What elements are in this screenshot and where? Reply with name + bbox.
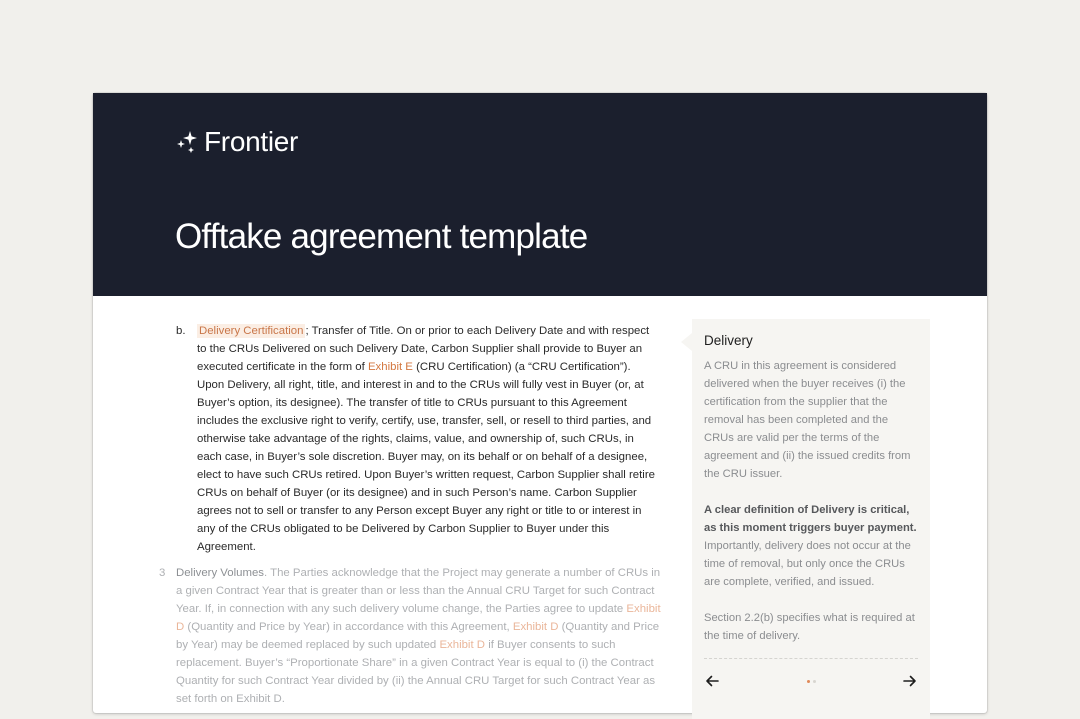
next-annotation-button[interactable] bbox=[902, 673, 918, 689]
brand-logo[interactable] bbox=[176, 126, 298, 158]
sidebar-paragraph bbox=[704, 501, 918, 591]
divider bbox=[704, 658, 918, 659]
annotation-sidebar bbox=[692, 319, 930, 719]
clause-3-text-1: . The Parties acknowledge that the Project may generate a number of CRUs in a given Contract Year that is greater than or less than the Annual CRU Target for such Contract Year. If, in connection with any such delivery volume change, the Parties agree to update bbox=[176, 567, 661, 615]
exhibit-d-link[interactable]: Exhibit D bbox=[512, 621, 559, 633]
page-title: Offtake agreement template bbox=[175, 217, 588, 256]
clause-b-text bbox=[197, 322, 661, 556]
sidebar-text: Importantly, delivery does not occur at the time of removal, but only once the CRUs are complete, verified, and issued. bbox=[704, 540, 911, 588]
clause-3-text-3: (Quantity and Price by Year) may be deemed replaced by such updated bbox=[176, 621, 660, 651]
hero-header bbox=[93, 93, 987, 296]
arrow-left-icon bbox=[705, 674, 719, 688]
exhibit-d-link[interactable]: Exhibit D bbox=[176, 603, 661, 633]
sidebar-paragraph: A CRU in this agreement is considered delivered when the buyer receives (i) the certification from the supplier that the removal has been completed and the CRUs are valid per the terms of the agreement and (ii) the issued credits from the CRU issuer. bbox=[704, 360, 911, 480]
clause-3-text bbox=[176, 564, 661, 708]
clause-3 bbox=[159, 564, 661, 708]
brand-name: Frontier bbox=[204, 126, 299, 157]
clause-3-term: Delivery Volumes bbox=[176, 567, 264, 579]
document-card bbox=[93, 93, 987, 713]
exhibit-d-link[interactable]: Exhibit D bbox=[439, 639, 486, 651]
exhibit-e-link[interactable]: Exhibit E bbox=[367, 361, 413, 373]
pager-dot[interactable] bbox=[807, 680, 810, 683]
arrow-right-icon bbox=[903, 674, 917, 688]
clause-3-text-2: (Quantity and Price by Year) in accordance with this Agreement, bbox=[184, 621, 513, 633]
pager-dot[interactable] bbox=[813, 680, 816, 683]
sidebar-emphasis: A clear definition of Delivery is critical, as this moment triggers buyer payment. bbox=[704, 504, 917, 534]
clause-number: 3 bbox=[159, 567, 166, 579]
sidebar-title: Delivery bbox=[704, 333, 753, 348]
pager-dots bbox=[807, 680, 816, 683]
clause-3-text-4: if Buyer consents to such replacement. Buyer’s “Proportionate Share” in a given Contract Year is equal to (i) the Contract Quantity for such Contract Year divided by (ii) the Annual CRU Target for such Contract Year as set forth on Exhibit D. bbox=[176, 639, 656, 705]
document-body bbox=[93, 296, 987, 716]
highlighted-term[interactable]: Delivery Certification bbox=[199, 325, 304, 337]
sidebar-paragraph: Section 2.2(b) specifies what is required at the time of delivery. bbox=[704, 612, 915, 642]
sparkle-icon bbox=[176, 129, 198, 155]
clause-b-text-2: (CRU Certification) (a “CRU Certification”). Upon Delivery, all right, title, and interest in and to the CRUs will fully vest in Buyer (or, at Buyer’s option, its designee). The transfer of title to CRUs pursuant to this Agreement includes the exclusive right to verify, certify, use, transfer, sell, or resell to third parties, and otherwise take advantage of the rights, claims, value, and ownership of, such CRUs, in each case, in Buyer’s sole discretion. Buyer may, on its behalf or on behalf of a designee, elect to have such CRUs retired. Upon Buyer’s written request, Carbon Supplier shall retire CRUs on behalf of Buyer (or its designee) and in such Person’s name. Carbon Supplier agrees not to sell or transfer to any Person except Buyer any right or title to or interest in any of the CRUs obligated to be Delivered by Carbon Supplier to Buyer under this Agreement. bbox=[197, 361, 655, 553]
clause-b bbox=[176, 322, 661, 556]
prev-annotation-button[interactable] bbox=[704, 673, 720, 689]
annotation-pager bbox=[704, 671, 918, 691]
clause-marker: b. bbox=[176, 325, 186, 337]
clause-b-text-1: ; Transfer of Title. On or prior to each Delivery Date and with respect to the CRUs Delivered on such Delivery Date, Carbon Supplier shall provide to Buyer an executed certificate in the form of bbox=[197, 325, 650, 373]
